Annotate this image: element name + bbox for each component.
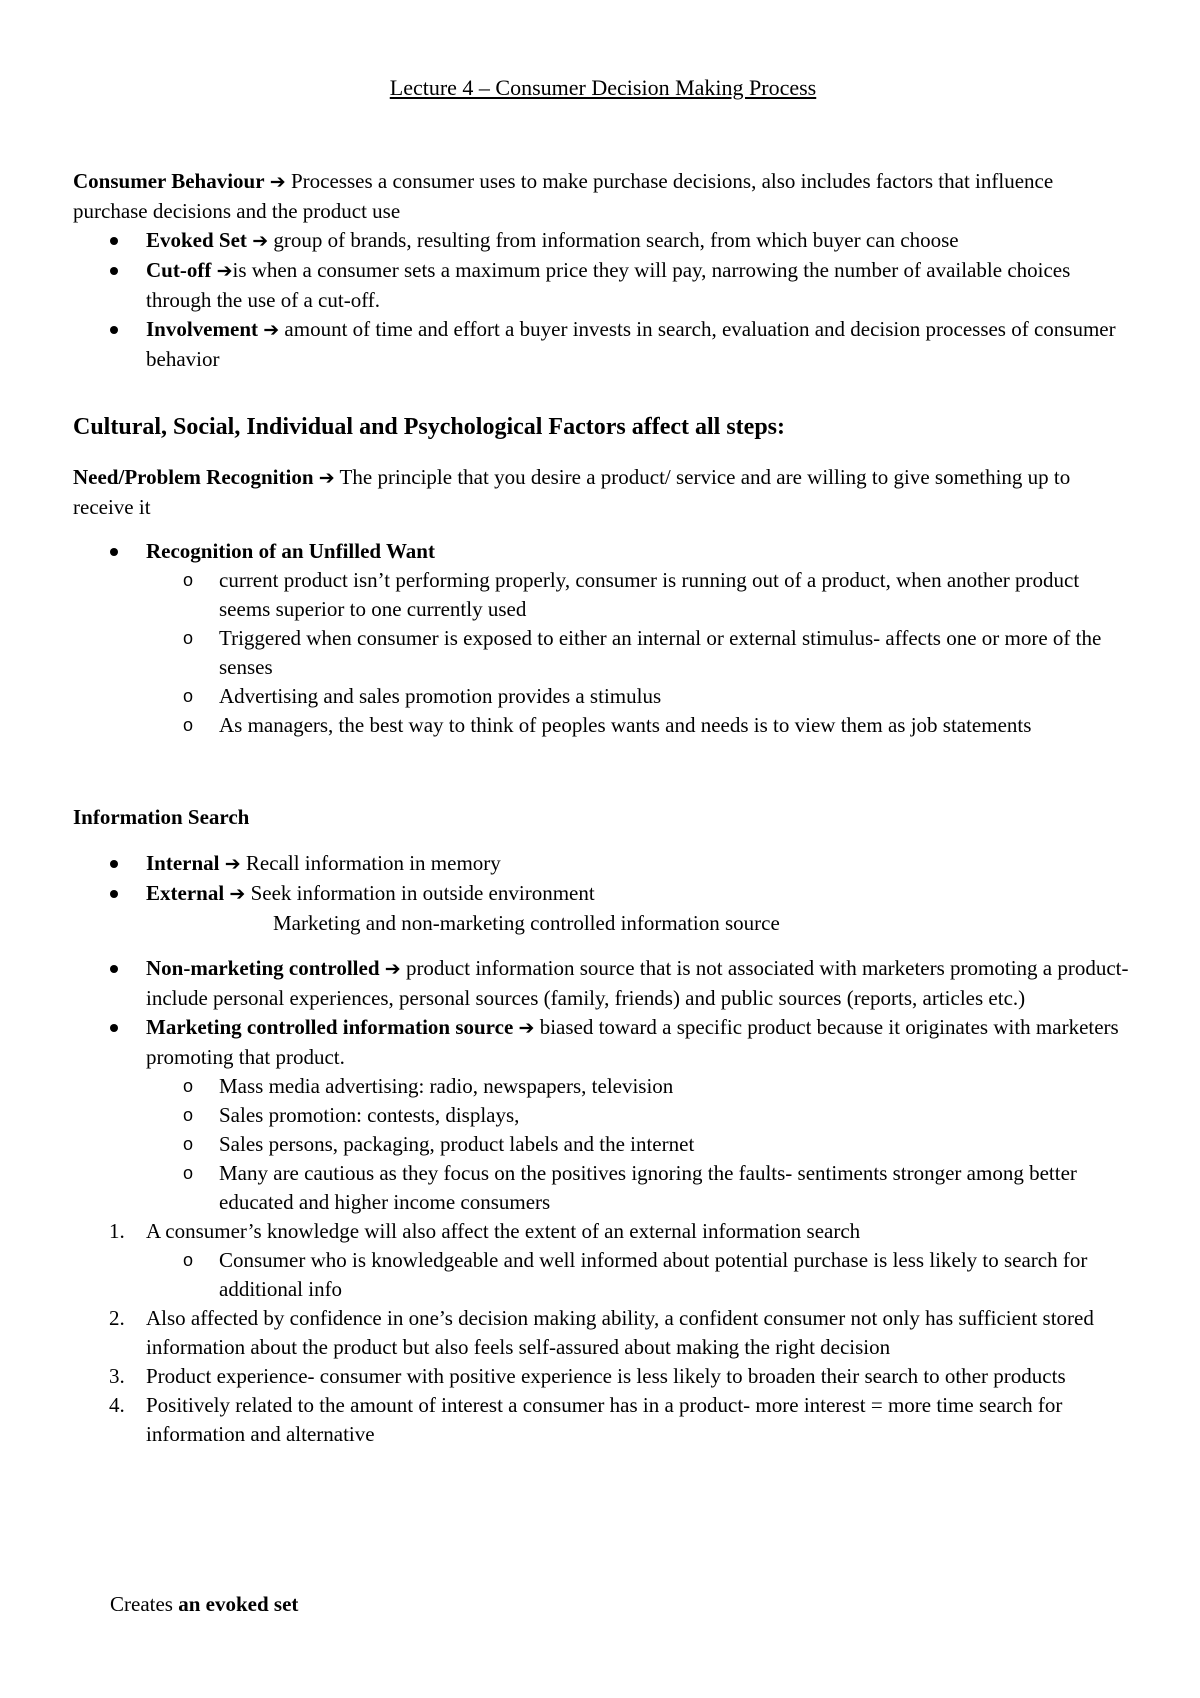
numbered-item-text: A consumer’s knowledge will also affect the extent of an external information search	[146, 1219, 861, 1243]
bullet-text: Recall information in memory	[240, 851, 501, 875]
bullet-icon	[110, 326, 118, 334]
bullet-term: Marketing controlled information source	[146, 1015, 514, 1039]
circle-bullet-icon: o	[183, 686, 194, 706]
circle-bullet-icon: o	[183, 1163, 194, 1183]
sub-item-text: Sales persons, packaging, product labels and the internet	[219, 1132, 695, 1156]
search-type-list	[73, 849, 1133, 938]
sub-item-text: Mass media advertising: radio, newspapers, television	[219, 1074, 674, 1098]
list-item	[73, 537, 1133, 566]
sub-item-text: Many are cautious as they focus on the positives ignoring the faults- sentiments stronger among better educated and higher income consumers	[219, 1161, 1077, 1214]
need-recognition-definition	[73, 463, 1133, 522]
arrow-icon: ➔	[269, 171, 286, 193]
sub-item-text: As managers, the best way to think of peoples wants and needs is to view them as job statements	[219, 713, 1032, 737]
bullet-term: Internal	[146, 851, 220, 875]
circle-bullet-icon: o	[183, 570, 194, 590]
source-type-list	[73, 954, 1133, 1449]
sub-item-text: Consumer who is knowledgeable and well informed about potential purchase is less likely to search for additional info	[219, 1248, 1088, 1301]
bullet-icon	[110, 860, 118, 868]
sub-list-item	[73, 624, 1133, 682]
numbered-item-text: Product experience- consumer with positive experience is less likely to broaden their search to other products	[146, 1364, 1066, 1388]
numbered-item	[73, 1362, 1133, 1391]
bullet-text: amount of time and effort a buyer invests in search, evaluation and decision processes of consumer behavior	[146, 317, 1116, 371]
sub-list-item	[73, 1072, 1133, 1101]
sub-item-text: Triggered when consumer is exposed to either an internal or external stimulus- affects one or more of the senses	[219, 626, 1102, 679]
sub-list-item	[73, 682, 1133, 711]
page-title: Lecture 4 – Consumer Decision Making Process	[389, 75, 817, 100]
numbered-item-text: Also affected by confidence in one’s decision making ability, a confident consumer not only has sufficient stored information about the product but also feels self-assured about making the right decision	[146, 1306, 1094, 1359]
circle-bullet-icon: o	[183, 1250, 194, 1270]
sub-list-item	[73, 1246, 1133, 1304]
bullet-text: product information source that is not associated with marketers promoting a product- include personal experiences, personal sources (family, friends) and public sources (reports, articles etc.)	[146, 956, 1129, 1010]
arrow-icon: ➔	[263, 319, 280, 341]
list-item	[73, 849, 1133, 879]
external-subline: Marketing and non-marketing controlled information source	[273, 911, 780, 935]
item-number: 3.	[109, 1364, 125, 1388]
numbered-item	[73, 1391, 1133, 1449]
list-item	[73, 879, 1133, 909]
bullet-text: group of brands, resulting from information search, from which buyer can choose	[268, 228, 959, 252]
bullet-term: External	[146, 881, 225, 905]
numbered-item-text: Positively related to the amount of interest a consumer has in a product- more interest = more time search for information and alternative	[146, 1393, 1063, 1446]
sub-item-text: Sales promotion: contests, displays,	[219, 1103, 520, 1127]
bullet-text: biased toward a specific product because it originates with marketers promoting that product.	[146, 1015, 1119, 1069]
bullet-icon	[110, 1024, 118, 1032]
circle-bullet-icon: o	[183, 1076, 194, 1096]
arrow-icon: ➔	[384, 958, 401, 980]
information-search-heading: Information Search	[73, 805, 250, 829]
arrow-icon: ➔	[318, 467, 335, 489]
unfilled-want-list	[73, 537, 1133, 740]
circle-bullet-icon: o	[183, 1134, 194, 1154]
circle-bullet-icon: o	[183, 715, 194, 735]
item-number: 2.	[109, 1306, 125, 1330]
sub-item-text: Advertising and sales promotion provides a stimulus	[219, 684, 662, 708]
sub-list-item	[73, 1101, 1133, 1130]
bullet-icon	[110, 267, 118, 275]
circle-bullet-icon: o	[183, 1105, 194, 1125]
arrow-icon: ➔	[224, 853, 241, 875]
numbered-item	[73, 1304, 1133, 1362]
consumer-behaviour-text: Processes a consumer uses to make purchase decisions, also includes factors that influence purchase decisions and the product use	[73, 169, 1054, 223]
list-item	[73, 315, 1133, 374]
consumer-behaviour-definition	[73, 167, 1133, 226]
creates-prefix: Creates	[110, 1592, 179, 1616]
creates-evoked-set-line	[73, 1590, 1170, 1619]
numbered-item	[73, 1217, 1133, 1246]
list-item	[73, 954, 1133, 1013]
bullet-icon	[110, 237, 118, 245]
arrow-icon: ➔	[229, 883, 246, 905]
list-item	[73, 1013, 1133, 1072]
circle-bullet-icon: o	[183, 628, 194, 648]
arrow-icon: ➔	[518, 1017, 535, 1039]
sub-list-item	[73, 711, 1133, 740]
bullet-term: Involvement	[146, 317, 258, 341]
bullet-term: Recognition of an Unfilled Want	[146, 539, 435, 563]
consumer-behaviour-term: Consumer Behaviour	[73, 169, 265, 193]
creates-term: an evoked set	[178, 1592, 299, 1616]
factors-heading: Cultural, Social, Individual and Psychological Factors affect all steps:	[73, 414, 786, 440]
list-item	[73, 256, 1133, 315]
sub-list-item	[73, 1130, 1133, 1159]
bullet-term: Non-marketing controlled	[146, 956, 380, 980]
sub-list-item	[73, 1159, 1133, 1217]
bullet-icon	[110, 890, 118, 898]
need-recognition-term: Need/Problem Recognition	[73, 465, 314, 489]
bullet-text: Seek information in outside environment	[245, 881, 595, 905]
sub-item-text: current product isn’t performing properly, consumer is running out of a product, when another product seems superior to one currently used	[219, 568, 1080, 621]
arrow-icon: ➔	[252, 230, 269, 252]
bullet-term: Cut-off	[146, 258, 212, 282]
item-number: 4.	[109, 1393, 125, 1417]
bullet-text: is when a consumer sets a maximum price they will pay, narrowing the number of available choices through the use of a cut-off.	[146, 258, 1071, 312]
need-recognition-text: The principle that you desire a product/ service and are willing to give something up to receive it	[73, 465, 1071, 519]
list-item	[73, 226, 1133, 256]
sub-list-item	[73, 566, 1133, 624]
item-number: 1.	[109, 1219, 125, 1243]
bullet-term: Evoked Set	[146, 228, 247, 252]
bullet-icon	[110, 965, 118, 973]
intro-bullet-list	[73, 226, 1133, 374]
bullet-icon	[110, 548, 118, 556]
arrow-icon: ➔	[216, 260, 233, 282]
